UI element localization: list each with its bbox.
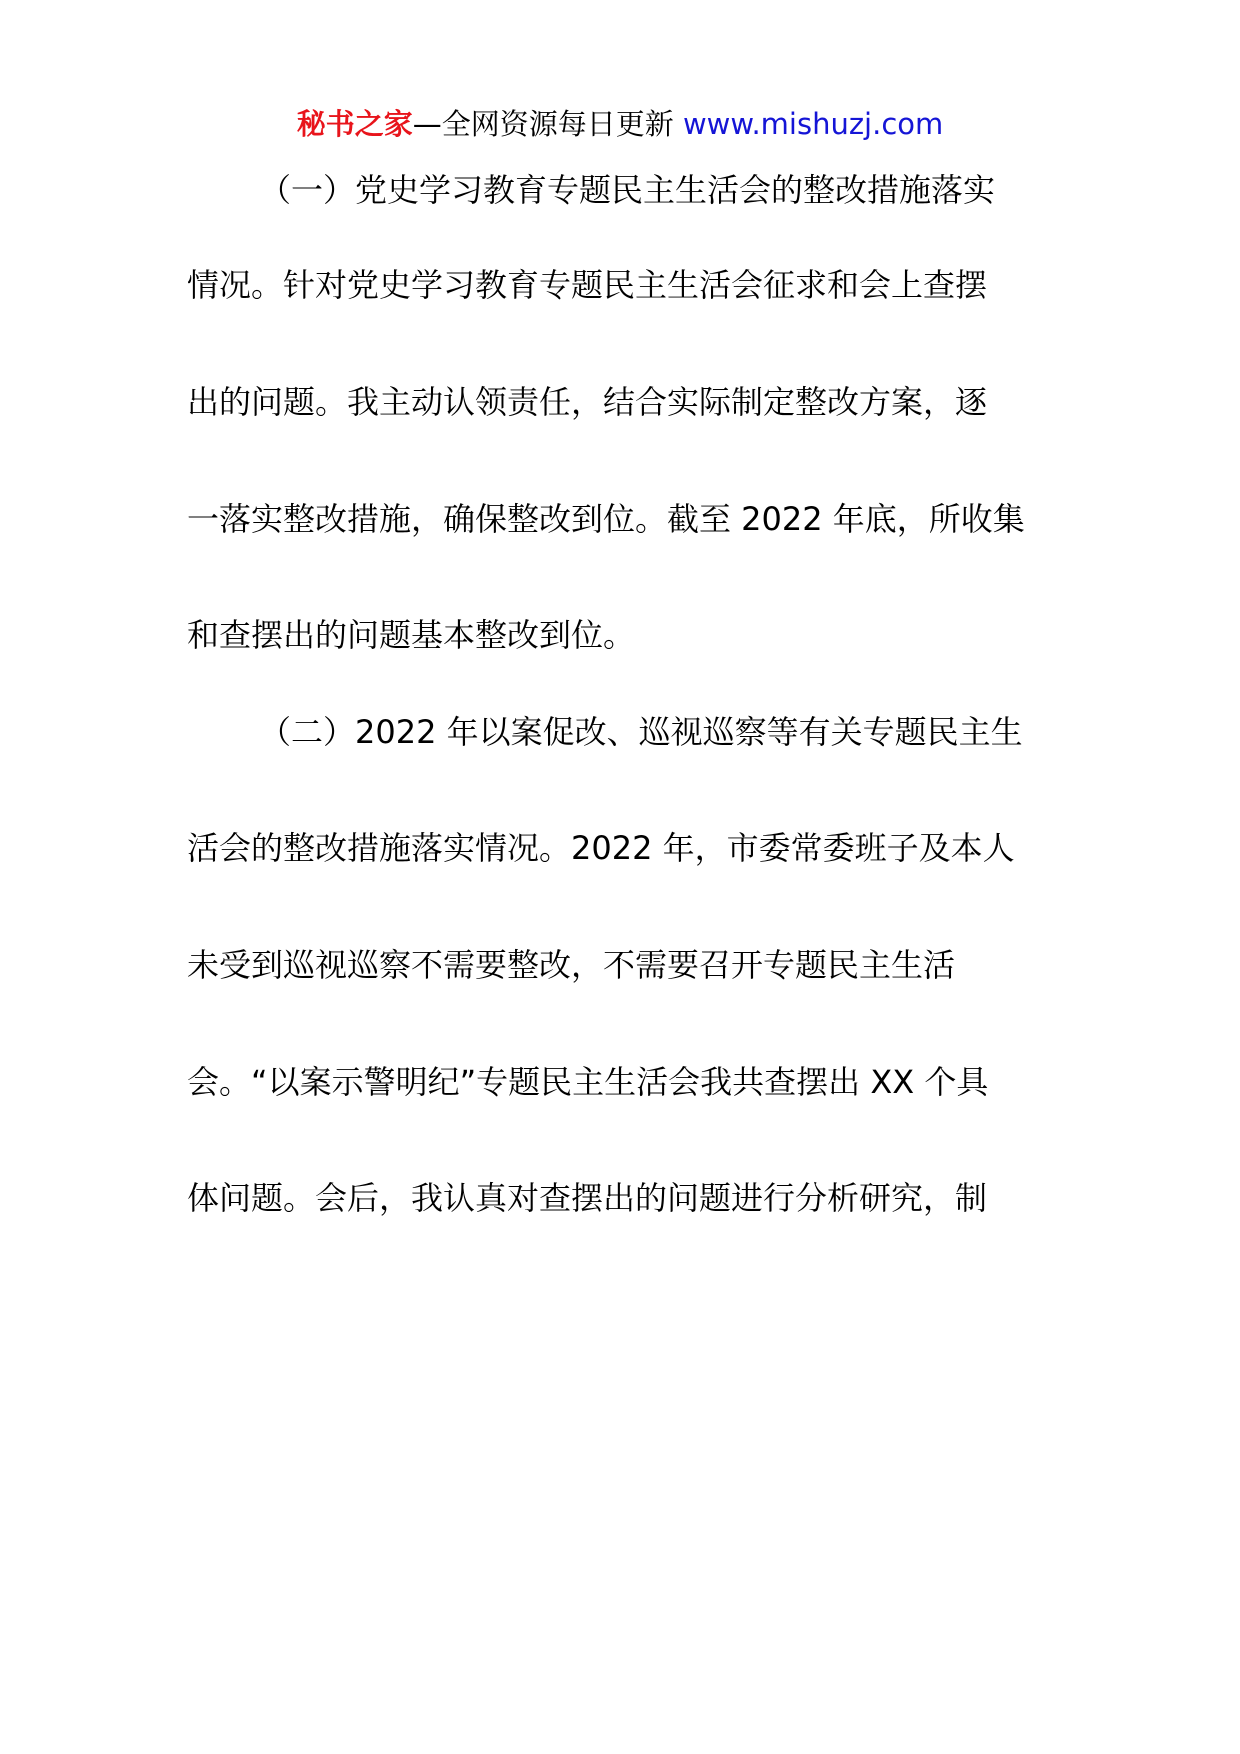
paragraph-line: 一落实整改措施，确保整改到位。截至 2022 年底，所收集 bbox=[187, 500, 1025, 538]
paragraph-line: 出的问题。我主动认领责任，结合实际制定整改方案，逐 bbox=[187, 383, 988, 421]
brand-name: 秘书之家 bbox=[296, 107, 413, 141]
header-tagline: —全网资源每日更新 bbox=[412, 107, 674, 141]
paragraph-line: 活会的整改措施落实情况。2022 年，市委常委班子及本人 bbox=[187, 829, 1015, 867]
paragraph-line: 体问题。会后，我认真对查摆出的问题进行分析研究，制 bbox=[187, 1179, 988, 1217]
paragraph-line: 未受到巡视巡察不需要整改，不需要召开专题民主生活 bbox=[187, 946, 956, 984]
site-header bbox=[0, 102, 1240, 146]
section-one-heading-line: （一）党史学习教育专题民主生活会的整改措施落实 bbox=[259, 171, 996, 209]
paragraph-line: 和查摆出的问题基本整改到位。 bbox=[187, 616, 636, 654]
site-url-link[interactable]: www.mishuzj.com bbox=[682, 107, 944, 141]
section-two-heading-line: （二）2022 年以案促改、巡视巡察等有关专题民主生 bbox=[259, 713, 1023, 751]
paragraph-line: 会。“以案示警明纪”专题民主生活会我共查摆出 XX 个具 bbox=[187, 1063, 989, 1101]
paragraph-line: 情况。针对党史学习教育专题民主生活会征求和会上查摆 bbox=[187, 266, 988, 304]
